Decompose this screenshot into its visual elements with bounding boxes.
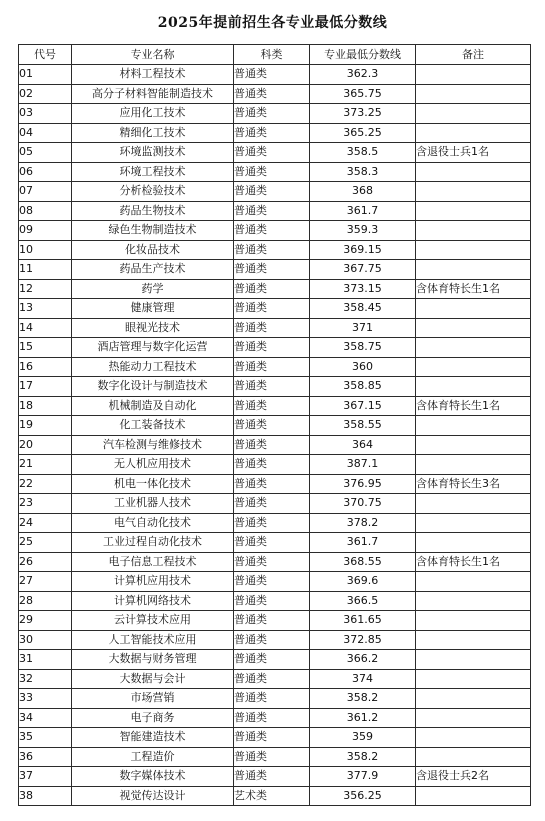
cell-category: 普通类 bbox=[234, 435, 310, 455]
table-row bbox=[19, 143, 531, 163]
cell-category: 普通类 bbox=[234, 377, 310, 397]
cell-min-score: 369.15 bbox=[310, 240, 416, 260]
cell-category: 普通类 bbox=[234, 318, 310, 338]
cell-note: 含体育特长生1名 bbox=[416, 552, 531, 572]
cell-category: 普通类 bbox=[234, 728, 310, 748]
cell-category: 普通类 bbox=[234, 513, 310, 533]
cell-major-name: 大数据与财务管理 bbox=[72, 650, 234, 670]
cell-note: 含退役士兵1名 bbox=[416, 143, 531, 163]
cell-major-name: 药学 bbox=[72, 279, 234, 299]
cell-major-name: 电子信息工程技术 bbox=[72, 552, 234, 572]
cell-major-name: 机电一体化技术 bbox=[72, 474, 234, 494]
cell-major-name: 数字化设计与制造技术 bbox=[72, 377, 234, 397]
cell-category: 普通类 bbox=[234, 162, 310, 182]
cell-major-name: 酒店管理与数字化运营 bbox=[72, 338, 234, 358]
cell-note bbox=[416, 455, 531, 475]
table-row bbox=[19, 669, 531, 689]
cell-category: 普通类 bbox=[234, 572, 310, 592]
cell-min-score: 358.5 bbox=[310, 143, 416, 163]
cell-min-score: 358.2 bbox=[310, 689, 416, 709]
table-body bbox=[19, 65, 531, 806]
table-row bbox=[19, 767, 531, 787]
cell-major-name: 市场营销 bbox=[72, 689, 234, 709]
cell-category: 普通类 bbox=[234, 143, 310, 163]
cell-code: 35 bbox=[19, 728, 72, 748]
cell-min-score: 356.25 bbox=[310, 786, 416, 806]
cell-min-score: 369.6 bbox=[310, 572, 416, 592]
cell-code: 29 bbox=[19, 611, 72, 631]
cell-code: 28 bbox=[19, 591, 72, 611]
cell-code: 26 bbox=[19, 552, 72, 572]
cell-code: 07 bbox=[19, 182, 72, 202]
cell-note bbox=[416, 182, 531, 202]
cell-code: 10 bbox=[19, 240, 72, 260]
cell-note bbox=[416, 708, 531, 728]
table-row bbox=[19, 260, 531, 280]
cell-code: 09 bbox=[19, 221, 72, 241]
cell-note bbox=[416, 611, 531, 631]
table-row bbox=[19, 279, 531, 299]
cell-major-name: 药品生物技术 bbox=[72, 201, 234, 221]
cell-major-name: 药品生产技术 bbox=[72, 260, 234, 280]
cell-note bbox=[416, 572, 531, 592]
cell-category: 普通类 bbox=[234, 104, 310, 124]
cell-min-score: 373.25 bbox=[310, 104, 416, 124]
cell-code: 22 bbox=[19, 474, 72, 494]
cell-category: 普通类 bbox=[234, 201, 310, 221]
cell-note bbox=[416, 630, 531, 650]
cell-note bbox=[416, 533, 531, 553]
cell-major-name: 机械制造及自动化 bbox=[72, 396, 234, 416]
cell-category: 普通类 bbox=[234, 416, 310, 436]
header-name: 专业名称 bbox=[72, 45, 234, 65]
cell-major-name: 高分子材料智能制造技术 bbox=[72, 84, 234, 104]
cell-note bbox=[416, 591, 531, 611]
cell-code: 24 bbox=[19, 513, 72, 533]
cell-major-name: 工业机器人技术 bbox=[72, 494, 234, 514]
cell-category: 普通类 bbox=[234, 533, 310, 553]
cell-category: 普通类 bbox=[234, 123, 310, 143]
cell-code: 38 bbox=[19, 786, 72, 806]
cell-major-name: 精细化工技术 bbox=[72, 123, 234, 143]
cell-category: 普通类 bbox=[234, 689, 310, 709]
cell-major-name: 工程造价 bbox=[72, 747, 234, 767]
table-row bbox=[19, 123, 531, 143]
table-row bbox=[19, 318, 531, 338]
table-row bbox=[19, 786, 531, 806]
cell-major-name: 材料工程技术 bbox=[72, 65, 234, 85]
cell-note bbox=[416, 260, 531, 280]
cell-code: 04 bbox=[19, 123, 72, 143]
cell-min-score: 376.95 bbox=[310, 474, 416, 494]
cell-major-name: 视觉传达设计 bbox=[72, 786, 234, 806]
header-score: 专业最低分数线 bbox=[310, 45, 416, 65]
cell-category: 普通类 bbox=[234, 357, 310, 377]
cell-category: 普通类 bbox=[234, 65, 310, 85]
cell-code: 03 bbox=[19, 104, 72, 124]
cell-note: 含体育特长生1名 bbox=[416, 279, 531, 299]
cell-major-name: 电子商务 bbox=[72, 708, 234, 728]
cell-note bbox=[416, 728, 531, 748]
cell-major-name: 数字媒体技术 bbox=[72, 767, 234, 787]
cell-note: 含退役士兵2名 bbox=[416, 767, 531, 787]
cell-code: 37 bbox=[19, 767, 72, 787]
cell-code: 21 bbox=[19, 455, 72, 475]
table-row bbox=[19, 650, 531, 670]
cell-note bbox=[416, 669, 531, 689]
cell-min-score: 377.9 bbox=[310, 767, 416, 787]
table-row bbox=[19, 240, 531, 260]
cell-note bbox=[416, 162, 531, 182]
cell-min-score: 367.15 bbox=[310, 396, 416, 416]
cell-min-score: 359.3 bbox=[310, 221, 416, 241]
cell-category: 普通类 bbox=[234, 708, 310, 728]
cell-code: 23 bbox=[19, 494, 72, 514]
table-row bbox=[19, 611, 531, 631]
cell-category: 普通类 bbox=[234, 396, 310, 416]
cell-code: 31 bbox=[19, 650, 72, 670]
cell-code: 02 bbox=[19, 84, 72, 104]
cell-code: 14 bbox=[19, 318, 72, 338]
cell-major-name: 汽车检测与维修技术 bbox=[72, 435, 234, 455]
cell-major-name: 眼视光技术 bbox=[72, 318, 234, 338]
cell-note bbox=[416, 689, 531, 709]
cell-category: 普通类 bbox=[234, 84, 310, 104]
cell-min-score: 361.2 bbox=[310, 708, 416, 728]
table-row bbox=[19, 474, 531, 494]
cell-major-name: 工业过程自动化技术 bbox=[72, 533, 234, 553]
table-row bbox=[19, 162, 531, 182]
cell-major-name: 化工装备技术 bbox=[72, 416, 234, 436]
table-row bbox=[19, 747, 531, 767]
cell-major-name: 计算机网络技术 bbox=[72, 591, 234, 611]
cell-min-score: 364 bbox=[310, 435, 416, 455]
cell-note bbox=[416, 435, 531, 455]
cell-note bbox=[416, 104, 531, 124]
table-row bbox=[19, 104, 531, 124]
cell-min-score: 362.3 bbox=[310, 65, 416, 85]
cell-min-score: 358.2 bbox=[310, 747, 416, 767]
cell-min-score: 358.55 bbox=[310, 416, 416, 436]
cell-category: 普通类 bbox=[234, 474, 310, 494]
cell-major-name: 应用化工技术 bbox=[72, 104, 234, 124]
cell-category: 普通类 bbox=[234, 221, 310, 241]
cell-code: 01 bbox=[19, 65, 72, 85]
cell-note bbox=[416, 65, 531, 85]
cell-major-name: 健康管理 bbox=[72, 299, 234, 319]
cell-category: 普通类 bbox=[234, 611, 310, 631]
cell-note bbox=[416, 318, 531, 338]
cell-min-score: 361.7 bbox=[310, 201, 416, 221]
cell-min-score: 374 bbox=[310, 669, 416, 689]
cell-min-score: 366.5 bbox=[310, 591, 416, 611]
cell-code: 08 bbox=[19, 201, 72, 221]
cell-min-score: 368.55 bbox=[310, 552, 416, 572]
cell-note bbox=[416, 416, 531, 436]
table-row bbox=[19, 533, 531, 553]
table-row bbox=[19, 299, 531, 319]
table-row bbox=[19, 182, 531, 202]
cell-note bbox=[416, 786, 531, 806]
cell-min-score: 373.15 bbox=[310, 279, 416, 299]
cell-min-score: 370.75 bbox=[310, 494, 416, 514]
cell-major-name: 环境工程技术 bbox=[72, 162, 234, 182]
table-row bbox=[19, 377, 531, 397]
cell-note bbox=[416, 494, 531, 514]
cell-major-name: 电气自动化技术 bbox=[72, 513, 234, 533]
cell-min-score: 361.65 bbox=[310, 611, 416, 631]
cell-category: 普通类 bbox=[234, 494, 310, 514]
table-row bbox=[19, 84, 531, 104]
cell-code: 12 bbox=[19, 279, 72, 299]
cell-min-score: 358.45 bbox=[310, 299, 416, 319]
table-row bbox=[19, 65, 531, 85]
table-row bbox=[19, 572, 531, 592]
cell-code: 27 bbox=[19, 572, 72, 592]
cell-code: 25 bbox=[19, 533, 72, 553]
cell-major-name: 智能建造技术 bbox=[72, 728, 234, 748]
cell-category: 普通类 bbox=[234, 240, 310, 260]
cell-min-score: 368 bbox=[310, 182, 416, 202]
cell-code: 17 bbox=[19, 377, 72, 397]
cell-note bbox=[416, 338, 531, 358]
cell-min-score: 366.2 bbox=[310, 650, 416, 670]
cell-note bbox=[416, 299, 531, 319]
cell-code: 32 bbox=[19, 669, 72, 689]
cell-code: 06 bbox=[19, 162, 72, 182]
table-row bbox=[19, 513, 531, 533]
table-row bbox=[19, 708, 531, 728]
cell-min-score: 378.2 bbox=[310, 513, 416, 533]
cell-major-name: 绿色生物制造技术 bbox=[72, 221, 234, 241]
cell-major-name: 化妆品技术 bbox=[72, 240, 234, 260]
document-title: 2025年提前招生各专业最低分数线 bbox=[157, 15, 388, 31]
cell-major-name: 计算机应用技术 bbox=[72, 572, 234, 592]
cell-major-name: 环境监测技术 bbox=[72, 143, 234, 163]
cell-min-score: 367.75 bbox=[310, 260, 416, 280]
cell-min-score: 360 bbox=[310, 357, 416, 377]
table-row bbox=[19, 494, 531, 514]
cell-min-score: 365.25 bbox=[310, 123, 416, 143]
cell-note: 含体育特长生1名 bbox=[416, 396, 531, 416]
cell-major-name: 云计算技术应用 bbox=[72, 611, 234, 631]
cell-note bbox=[416, 357, 531, 377]
table-row bbox=[19, 552, 531, 572]
cell-category: 普通类 bbox=[234, 669, 310, 689]
score-table bbox=[18, 44, 531, 806]
table-row bbox=[19, 396, 531, 416]
cell-major-name: 分析检验技术 bbox=[72, 182, 234, 202]
cell-major-name: 人工智能技术应用 bbox=[72, 630, 234, 650]
cell-min-score: 371 bbox=[310, 318, 416, 338]
cell-note bbox=[416, 84, 531, 104]
cell-category: 普通类 bbox=[234, 747, 310, 767]
cell-category: 普通类 bbox=[234, 630, 310, 650]
cell-note: 含体育特长生3名 bbox=[416, 474, 531, 494]
cell-code: 11 bbox=[19, 260, 72, 280]
cell-note bbox=[416, 377, 531, 397]
cell-category: 普通类 bbox=[234, 182, 310, 202]
table-row bbox=[19, 591, 531, 611]
header-note: 备注 bbox=[416, 45, 531, 65]
cell-code: 05 bbox=[19, 143, 72, 163]
cell-code: 33 bbox=[19, 689, 72, 709]
cell-category: 普通类 bbox=[234, 552, 310, 572]
cell-note bbox=[416, 747, 531, 767]
cell-note bbox=[416, 513, 531, 533]
cell-code: 30 bbox=[19, 630, 72, 650]
cell-min-score: 358.3 bbox=[310, 162, 416, 182]
table-row bbox=[19, 221, 531, 241]
cell-code: 15 bbox=[19, 338, 72, 358]
cell-min-score: 358.85 bbox=[310, 377, 416, 397]
cell-major-name: 热能动力工程技术 bbox=[72, 357, 234, 377]
table-row bbox=[19, 630, 531, 650]
table-row bbox=[19, 435, 531, 455]
cell-major-name: 无人机应用技术 bbox=[72, 455, 234, 475]
cell-min-score: 372.85 bbox=[310, 630, 416, 650]
cell-note bbox=[416, 240, 531, 260]
cell-note bbox=[416, 201, 531, 221]
table-header-row bbox=[19, 45, 531, 65]
cell-category: 普通类 bbox=[234, 767, 310, 787]
cell-code: 16 bbox=[19, 357, 72, 377]
cell-code: 13 bbox=[19, 299, 72, 319]
table-row bbox=[19, 689, 531, 709]
cell-code: 20 bbox=[19, 435, 72, 455]
cell-code: 18 bbox=[19, 396, 72, 416]
cell-code: 34 bbox=[19, 708, 72, 728]
cell-code: 36 bbox=[19, 747, 72, 767]
cell-category: 普通类 bbox=[234, 279, 310, 299]
table-row bbox=[19, 416, 531, 436]
cell-note bbox=[416, 650, 531, 670]
cell-note bbox=[416, 221, 531, 241]
cell-min-score: 365.75 bbox=[310, 84, 416, 104]
cell-min-score: 359 bbox=[310, 728, 416, 748]
table-row bbox=[19, 357, 531, 377]
table-row bbox=[19, 201, 531, 221]
cell-code: 19 bbox=[19, 416, 72, 436]
cell-min-score: 358.75 bbox=[310, 338, 416, 358]
table-row bbox=[19, 728, 531, 748]
header-category: 科类 bbox=[234, 45, 310, 65]
cell-category: 普通类 bbox=[234, 591, 310, 611]
cell-category: 艺术类 bbox=[234, 786, 310, 806]
header-code: 代号 bbox=[19, 45, 72, 65]
cell-category: 普通类 bbox=[234, 455, 310, 475]
table-row bbox=[19, 455, 531, 475]
cell-major-name: 大数据与会计 bbox=[72, 669, 234, 689]
cell-min-score: 361.7 bbox=[310, 533, 416, 553]
cell-category: 普通类 bbox=[234, 260, 310, 280]
table-row bbox=[19, 338, 531, 358]
cell-category: 普通类 bbox=[234, 299, 310, 319]
cell-category: 普通类 bbox=[234, 338, 310, 358]
cell-min-score: 387.1 bbox=[310, 455, 416, 475]
cell-category: 普通类 bbox=[234, 650, 310, 670]
cell-note bbox=[416, 123, 531, 143]
